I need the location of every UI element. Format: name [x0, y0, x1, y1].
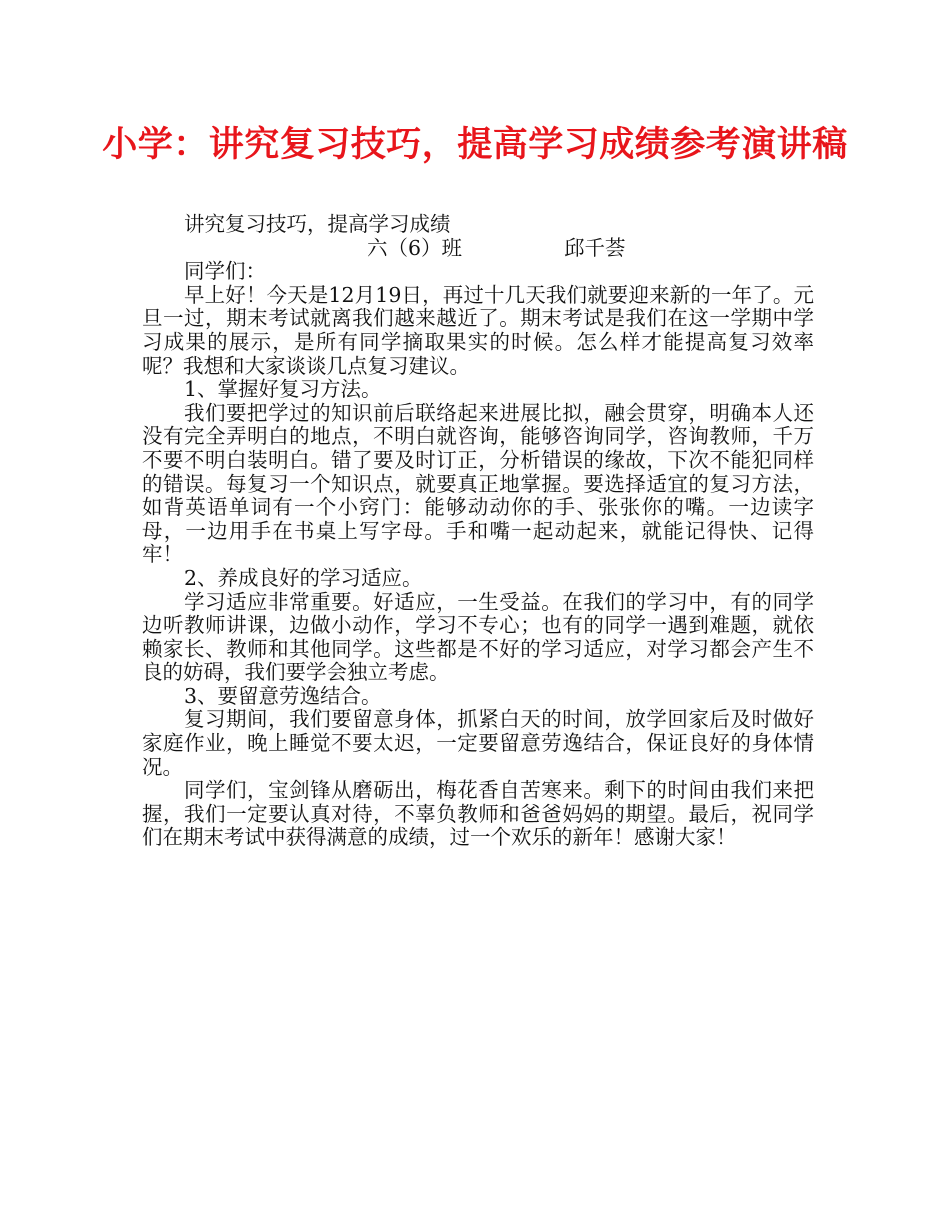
- section-heading-2: 2、养成良好的学习适应。: [184, 565, 423, 590]
- speech-subtitle: 讲究复习技巧，提高学习成绩: [184, 212, 451, 236]
- class-name: 六（6）班: [367, 235, 463, 260]
- section-heading-3: 3、要留意劳逸结合。: [184, 683, 382, 708]
- section-heading-1: 1、掌握好复习方法。: [184, 377, 382, 402]
- paragraph-habits: 学习适应非常重要。好适应，一生受益。在我们的学习中，有的同学边听教师讲课，边做小动作，学习不专心；也有的同学一遇到难题，就依赖家长、教师和其他同学。这些都是不好的学习适应，对学习都会产生不良的妨碍，我们要学会独立考虑。: [142, 589, 814, 685]
- paragraph-rest: 复习期间，我们要留意身体，抓紧白天的时间，放学回家后及时做好家庭作业，晚上睡觉不要太迟，一定要留意劳逸结合，保证良好的身体情况。: [142, 707, 814, 779]
- paragraph-method: 我们要把学过的知识前后联络起来进展比拟，融会贯穿，明确本人还没有完全弄明白的地点，不明白就咨询，能够咨询同学，咨询教师，千万不要不明白装明白。错了要及时订正，分析错误的缘故，下次不能犯同样的错误。每复习一个知识点，就要真正地掌握。要选择适宜的复习方法，如背英语单词有一个小窍门：能够动动你的手、张张你的嘴。一边读字母，一边用手在书桌上写字母。手和嘴一起动起来，就能记得快、记得牢！: [142, 400, 814, 567]
- author-name: 邱千荟: [564, 235, 626, 260]
- document-body: [142, 213, 814, 850]
- greeting: 同学们：: [184, 259, 266, 284]
- document-title: 小学：讲究复习技巧，提高学习成绩参考演讲稿: [102, 125, 848, 165]
- paragraph-intro: 早上好！今天是12月19日，再过十几天我们就要迎来新的一年了。元旦一过，期末考试就离我们越来越近了。期末考试是我们在这一学期中学习成果的展示，是所有同学摘取果实的时候。怎么样才能提高复习效率呢？我想和大家谈谈几点复习建议。: [142, 282, 814, 378]
- paragraph-closing: 同学们，宝剑锋从磨砺出，梅花香自苦寒来。剩下的时间由我们来把握，我们一定要认真对待，不辜负教师和爸爸妈妈的期望。最后，祝同学们在期末考试中获得满意的成绩，过一个欢乐的新年！感谢大家！: [142, 778, 814, 850]
- class-author-line: [142, 237, 814, 261]
